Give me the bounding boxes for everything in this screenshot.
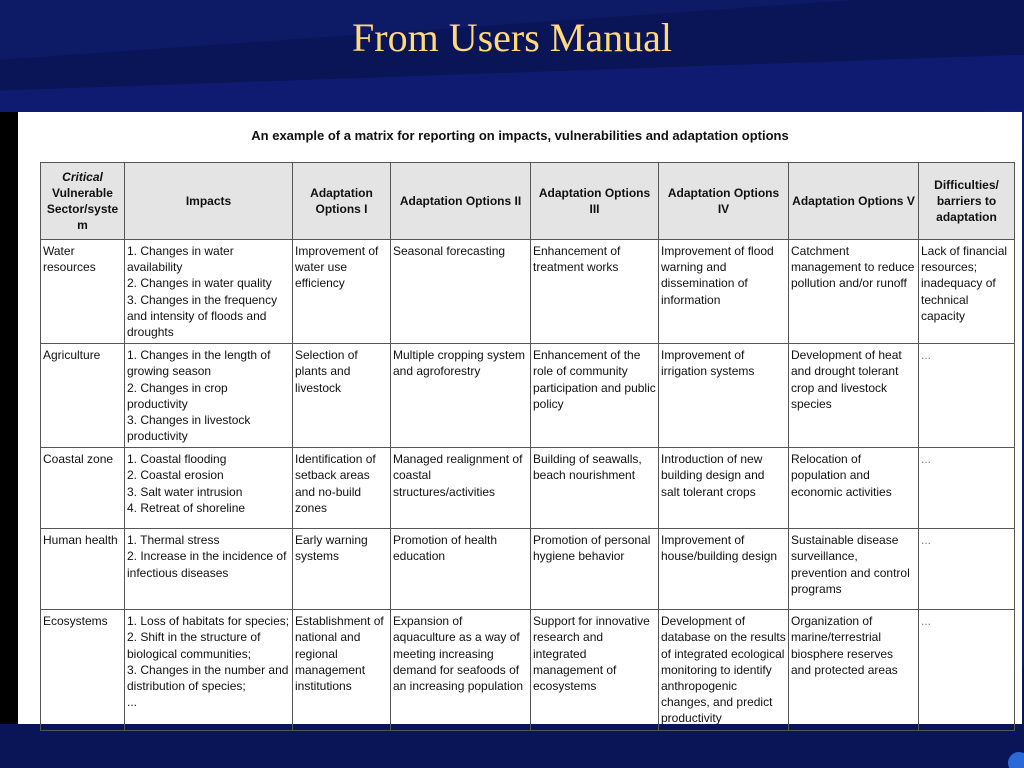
impact-item: 1. Coastal flooding	[127, 452, 227, 467]
header-adaptation-options-5: Adaptation Options V	[789, 163, 919, 240]
impact-item: 3. Changes in the frequency and intensity of floods and droughts	[127, 292, 278, 339]
corner-ornament	[1008, 752, 1024, 768]
adaptation-matrix-table	[40, 162, 1015, 731]
impact-item: 1. Thermal stress	[127, 533, 220, 548]
impact-item: 2. Shift in the structure of biological communities;	[127, 630, 261, 661]
cell-option-1: Identification of setback areas and no-build zones	[293, 448, 391, 529]
cell-difficulties: Lack of financial resources; inadequacy of technical capacity	[919, 240, 1015, 344]
table-row	[41, 448, 1015, 529]
table-row	[41, 610, 1015, 731]
cell-sector: Agriculture	[41, 344, 125, 448]
header-adaptation-options-3: Adaptation Options III	[531, 163, 659, 240]
cell-option-5: Organization of marine/terrestrial biosphere reserves and protected areas	[789, 610, 919, 731]
header-adaptation-options-1: Adaptation Options I	[293, 163, 391, 240]
image-left-edge	[0, 112, 18, 724]
cell-option-3: Support for innovative research and integrated management of ecosystems	[531, 610, 659, 731]
cell-option-4: Improvement of house/building design	[659, 529, 789, 610]
cell-impacts	[125, 240, 293, 344]
cell-option-5: Sustainable disease surveillance, prevention and control programs	[789, 529, 919, 610]
impact-item: 1. Changes in water availability	[127, 244, 234, 275]
impact-item: 3. Changes in the number and distribution of species;	[127, 662, 289, 693]
cell-sector: Coastal zone	[41, 448, 125, 529]
cell-option-5: Catchment management to reduce pollution and/or runoff	[789, 240, 919, 344]
header-sector-critical: Critical	[62, 169, 103, 184]
matrix-image-panel	[18, 112, 1022, 724]
table-row	[41, 240, 1015, 344]
header-adaptation-options-4: Adaptation Options IV	[659, 163, 789, 240]
header-impacts: Impacts	[125, 163, 293, 240]
cell-option-1: Improvement of water use efficiency	[293, 240, 391, 344]
cell-option-1: Early warning systems	[293, 529, 391, 610]
cell-impacts	[125, 448, 293, 529]
header-sector	[41, 163, 125, 240]
cell-option-1: Establishment of national and regional management institutions	[293, 610, 391, 731]
impact-item: ...	[127, 695, 138, 710]
impact-item: 2. Changes in water quality	[127, 276, 272, 291]
impact-item: 1. Changes in the length of growing season	[127, 348, 271, 379]
cell-option-4: Improvement of irrigation systems	[659, 344, 789, 448]
impact-item: 1. Loss of habitats for species;	[127, 614, 290, 629]
header-difficulties: Difficulties/ barriers to adaptation	[919, 163, 1015, 240]
matrix-caption: An example of a matrix for reporting on impacts, vulnerabilities and adaptation options	[251, 128, 789, 143]
cell-sector: Ecosystems	[41, 610, 125, 731]
impact-item: 2. Changes in crop productivity	[127, 380, 228, 411]
cell-option-4: Introduction of new building design and salt tolerant crops	[659, 448, 789, 529]
table-row	[41, 529, 1015, 610]
cell-option-1: Selection of plants and livestock	[293, 344, 391, 448]
cell-option-2: Multiple cropping system and agroforestry	[391, 344, 531, 448]
impact-item: 3. Changes in livestock productivity	[127, 412, 251, 444]
impact-item: 2. Increase in the incidence of infectious diseases	[127, 549, 287, 580]
cell-difficulties: ...	[919, 610, 1015, 731]
cell-option-3: Enhancement of the role of community participation and public policy	[531, 344, 659, 448]
cell-option-3: Enhancement of treatment works	[531, 240, 659, 344]
cell-option-3: Promotion of personal hygiene behavior	[531, 529, 659, 610]
cell-option-2: Seasonal forecasting	[391, 240, 531, 344]
header-adaptation-options-2: Adaptation Options II	[391, 163, 531, 240]
cell-sector: Water resources	[41, 240, 125, 344]
slide-title: From Users Manual	[352, 15, 672, 60]
cell-option-5: Development of heat and drought tolerant crop and livestock species	[789, 344, 919, 448]
cell-impacts	[125, 610, 293, 731]
cell-option-5: Relocation of population and economic activities	[789, 448, 919, 529]
cell-impacts	[125, 344, 293, 448]
cell-option-4: Improvement of flood warning and dissemination of information	[659, 240, 789, 344]
cell-option-3: Building of seawalls, beach nourishment	[531, 448, 659, 529]
header-sector-label: Vulnerable Sector/syste m	[46, 185, 119, 233]
cell-difficulties: ...	[919, 344, 1015, 448]
cell-difficulties: ...	[919, 448, 1015, 529]
table-header-row	[41, 163, 1015, 240]
cell-sector: Human health	[41, 529, 125, 610]
cell-option-2: Managed realignment of coastal structures/activities	[391, 448, 531, 529]
impact-item: 2. Coastal erosion	[127, 468, 224, 483]
cell-difficulties: ...	[919, 529, 1015, 610]
cell-option-2: Expansion of aquaculture as a way of meeting increasing demand for seafoods of an increasing population	[391, 610, 531, 731]
impact-item: 4. Retreat of shoreline	[127, 500, 246, 515]
cell-option-2: Promotion of health education	[391, 529, 531, 610]
cell-impacts	[125, 529, 293, 610]
table-row	[41, 344, 1015, 448]
cell-option-4: Development of database on the results of integrated ecological monitoring to identify anthropogenic changes, and predict productivity	[659, 610, 789, 731]
impact-item: 3. Salt water intrusion	[127, 484, 243, 499]
